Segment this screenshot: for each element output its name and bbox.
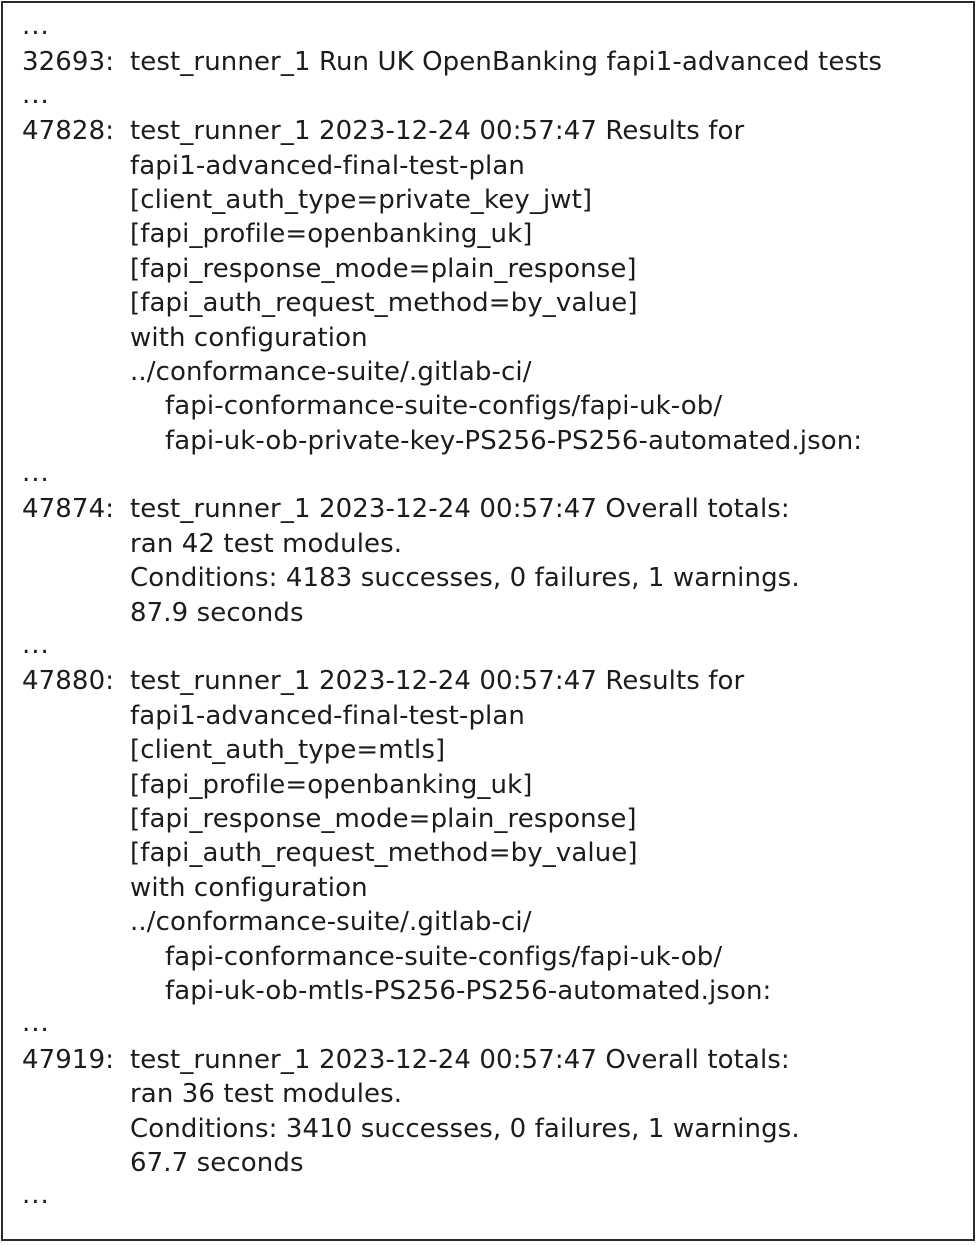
log-line — [22, 114, 972, 148]
log-entry — [22, 664, 972, 1008]
log-continuation-line: [fapi_profile=openbanking_uk] — [130, 769, 533, 800]
log-continuation-line: 87.9 seconds — [130, 597, 304, 628]
log-continuation-line: fapi1-advanced-final-test-plan — [130, 700, 525, 731]
log-excerpt-frame — [1, 1, 975, 1241]
log-excerpt — [22, 11, 972, 1215]
log-continuation-line: [client_auth_type=mtls] — [130, 735, 446, 766]
line-number: 47874: — [22, 494, 115, 525]
log-line — [22, 492, 972, 526]
omitted-lines-marker: ... — [22, 11, 50, 41]
log-continuation-line: [fapi_profile=openbanking_uk] — [130, 219, 533, 250]
log-continuation-line: ../conformance-suite/.gitlab-ci/ — [130, 356, 532, 387]
omitted-lines-marker: ... — [22, 1180, 50, 1211]
omitted-lines-marker: ... — [22, 1008, 50, 1039]
log-continuation-line: ran 36 test modules. — [130, 1079, 403, 1110]
log-continuation-line: fapi1-advanced-final-test-plan — [130, 150, 525, 181]
log-continuation-line: Conditions: 3410 successes, 0 failures, 1 warnings. — [130, 1113, 800, 1144]
log-text: test_runner_1 2023-12-24 00:57:47 Results for — [130, 666, 745, 697]
log-entry — [22, 1043, 972, 1181]
log-continuation-line: Conditions: 4183 successes, 0 failures, 1 warnings. — [130, 563, 800, 594]
log-continuation-line: 67.7 seconds — [130, 1147, 304, 1178]
log-continuation-line: [fapi_auth_request_method=by_value] — [130, 288, 638, 319]
log-entry — [22, 114, 972, 458]
log-path-line: fapi-uk-ob-private-key-PS256-PS256-automated.json: — [165, 425, 863, 456]
line-number: 47880: — [22, 666, 115, 697]
log-line — [22, 1043, 972, 1077]
log-entry — [22, 492, 972, 630]
log-continuation-line: [client_auth_type=private_key_jwt] — [130, 184, 593, 215]
line-number: 47919: — [22, 1044, 115, 1075]
omitted-lines-marker: ... — [22, 458, 50, 489]
omitted-lines-marker: ... — [22, 630, 50, 661]
log-text: test_runner_1 2023-12-24 00:57:47 Overall totals: — [130, 1044, 790, 1075]
log-continuation-line: ran 42 test modules. — [130, 528, 403, 559]
log-line — [22, 45, 972, 79]
log-text: test_runner_1 2023-12-24 00:57:47 Overall totals: — [130, 494, 790, 525]
log-text: test_runner_1 Run UK OpenBanking fapi1-advanced tests — [130, 47, 883, 78]
log-path-line: fapi-conformance-suite-configs/fapi-uk-ob/ — [165, 941, 723, 972]
log-line — [22, 664, 972, 698]
line-number: 47828: — [22, 116, 115, 147]
log-continuation-line: [fapi_auth_request_method=by_value] — [130, 838, 638, 869]
log-continuation-line: with configuration — [130, 322, 368, 353]
log-text: test_runner_1 2023-12-24 00:57:47 Results for — [130, 116, 745, 147]
log-continuation-line: with configuration — [130, 872, 368, 903]
log-path-line: fapi-conformance-suite-configs/fapi-uk-ob/ — [165, 391, 723, 422]
log-continuation-line: [fapi_response_mode=plain_response] — [130, 253, 637, 284]
omitted-lines-marker: ... — [22, 79, 50, 110]
log-continuation-line: [fapi_response_mode=plain_response] — [130, 803, 637, 834]
line-number: 32693: — [22, 47, 115, 78]
log-entry — [22, 45, 972, 79]
log-path-line: fapi-uk-ob-mtls-PS256-PS256-automated.json: — [165, 975, 772, 1006]
log-continuation-line: ../conformance-suite/.gitlab-ci/ — [130, 907, 532, 938]
